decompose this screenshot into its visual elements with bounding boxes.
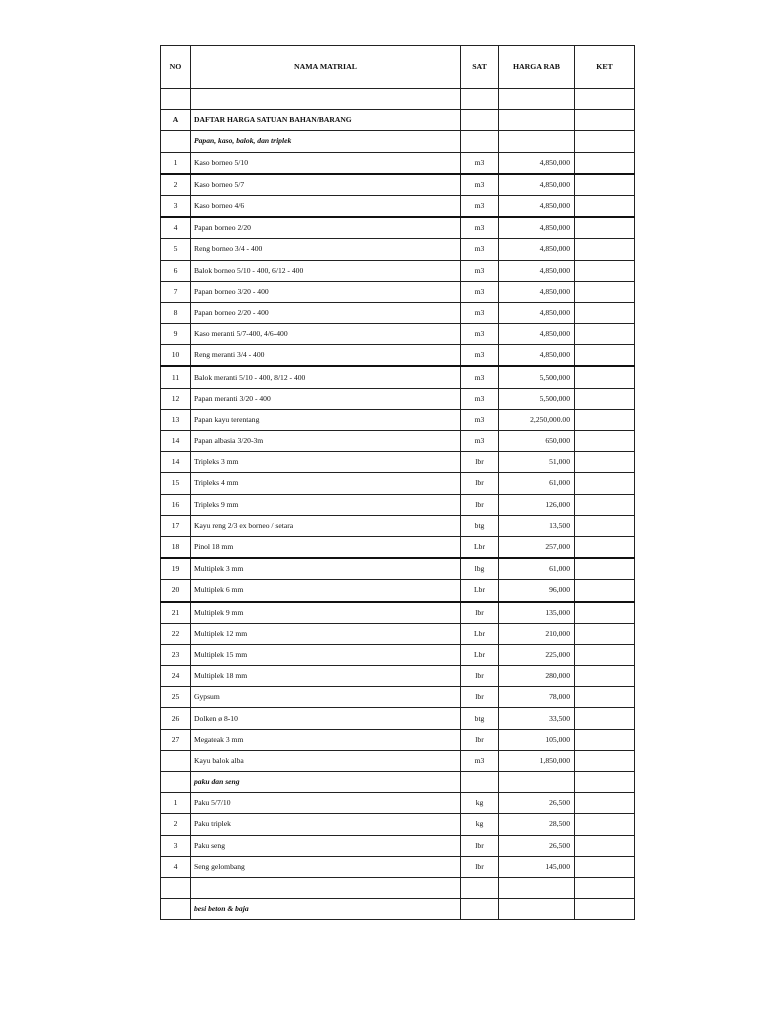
table-row	[161, 835, 635, 856]
cell-no: 14	[161, 452, 191, 473]
cell-harga	[499, 131, 575, 152]
cell-sat: lbr	[461, 835, 499, 856]
table-row	[161, 708, 635, 729]
cell-no	[161, 772, 191, 793]
cell-sat: m3	[461, 239, 499, 260]
cell-harga: 78,000	[499, 687, 575, 708]
cell-ket	[575, 536, 635, 558]
cell-harga: 1,850,000	[499, 750, 575, 771]
cell-sat: kg	[461, 793, 499, 814]
cell-no: 14	[161, 431, 191, 452]
cell-ket	[575, 899, 635, 920]
cell-name: Papan albasia 3/20-3m	[191, 431, 461, 452]
cell-ket	[575, 666, 635, 687]
cell-no	[161, 750, 191, 771]
cell-name: Tripleks 4 mm	[191, 473, 461, 494]
cell-harga	[499, 772, 575, 793]
cell-no: 8	[161, 302, 191, 323]
cell-sat: m3	[461, 366, 499, 388]
cell-sat	[461, 131, 499, 152]
table-row	[161, 345, 635, 367]
cell-no: 15	[161, 473, 191, 494]
cell-no: 10	[161, 345, 191, 367]
cell-sat	[461, 110, 499, 131]
cell-no: 2	[161, 814, 191, 835]
cell-harga: 13,500	[499, 515, 575, 536]
cell-no: 27	[161, 729, 191, 750]
cell-ket	[575, 89, 635, 110]
cell-harga: 4,850,000	[499, 281, 575, 302]
cell-name: Kayu reng 2/3 ex borneo / setara	[191, 515, 461, 536]
cell-name: Multiplek 12 mm	[191, 623, 461, 644]
table-row	[161, 623, 635, 644]
cell-ket	[575, 602, 635, 624]
table-row	[161, 473, 635, 494]
cell-harga: 257,000	[499, 536, 575, 558]
cell-no: 3	[161, 835, 191, 856]
cell-no: 6	[161, 260, 191, 281]
cell-harga: 4,850,000	[499, 302, 575, 323]
cell-ket	[575, 239, 635, 260]
cell-name: Paku seng	[191, 835, 461, 856]
cell-harga: 210,000	[499, 623, 575, 644]
table-row	[161, 302, 635, 323]
cell-sat: lbr	[461, 452, 499, 473]
cell-no: 17	[161, 515, 191, 536]
cell-ket	[575, 302, 635, 323]
cell-sat: lbr	[461, 856, 499, 877]
cell-ket	[575, 366, 635, 388]
table-row	[161, 856, 635, 877]
cell-no: 13	[161, 409, 191, 430]
cell-harga: 4,850,000	[499, 260, 575, 281]
cell-name: Paku 5/7/10	[191, 793, 461, 814]
cell-sat: lbr	[461, 602, 499, 624]
cell-name: Paku triplek	[191, 814, 461, 835]
table-row	[161, 750, 635, 771]
cell-name: Multiplek 15 mm	[191, 644, 461, 665]
cell-ket	[575, 174, 635, 196]
table-row	[161, 515, 635, 536]
cell-ket	[575, 324, 635, 345]
cell-sat: lbr	[461, 729, 499, 750]
cell-name: Kaso borneo 5/7	[191, 174, 461, 196]
cell-sat: m3	[461, 260, 499, 281]
cell-no: 26	[161, 708, 191, 729]
cell-name: Kaso borneo 4/6	[191, 195, 461, 217]
cell-ket	[575, 494, 635, 515]
header-sat: SAT	[461, 46, 499, 89]
header-ket: KET	[575, 46, 635, 89]
cell-sat: m3	[461, 302, 499, 323]
cell-harga: 4,850,000	[499, 345, 575, 367]
cell-ket	[575, 152, 635, 174]
table-row	[161, 260, 635, 281]
cell-name: paku dan seng	[191, 772, 461, 793]
cell-harga: 105,000	[499, 729, 575, 750]
cell-name: Papan, kaso, balok, dan triplek	[191, 131, 461, 152]
cell-ket	[575, 388, 635, 409]
cell-ket	[575, 110, 635, 131]
cell-sat: btg	[461, 708, 499, 729]
table-row	[161, 195, 635, 217]
table-row	[161, 431, 635, 452]
cell-sat: m3	[461, 152, 499, 174]
table-row	[161, 281, 635, 302]
cell-no	[161, 877, 191, 898]
table-row	[161, 409, 635, 430]
cell-sat: m3	[461, 174, 499, 196]
cell-name: Papan kayu terentang	[191, 409, 461, 430]
cell-harga: 5,500,000	[499, 388, 575, 409]
table-row	[161, 452, 635, 473]
cell-name: Reng borneo 3/4 - 400	[191, 239, 461, 260]
cell-name: Megateak 3 mm	[191, 729, 461, 750]
cell-sat: lbr	[461, 687, 499, 708]
cell-ket	[575, 793, 635, 814]
cell-sat: lbr	[461, 473, 499, 494]
cell-no: 18	[161, 536, 191, 558]
subsection-row	[161, 131, 635, 152]
cell-no: 1	[161, 793, 191, 814]
cell-ket	[575, 644, 635, 665]
cell-harga: 4,850,000	[499, 152, 575, 174]
cell-name: Papan borneo 2/20 - 400	[191, 302, 461, 323]
table-row	[161, 602, 635, 624]
cell-sat: m3	[461, 324, 499, 345]
cell-harga: 135,000	[499, 602, 575, 624]
cell-harga: 4,850,000	[499, 174, 575, 196]
cell-sat	[461, 899, 499, 920]
cell-sat	[461, 89, 499, 110]
cell-harga: 4,850,000	[499, 239, 575, 260]
cell-harga: 225,000	[499, 644, 575, 665]
cell-ket	[575, 452, 635, 473]
cell-name: Papan borneo 3/20 - 400	[191, 281, 461, 302]
cell-sat: m3	[461, 388, 499, 409]
table-row	[161, 324, 635, 345]
cell-harga	[499, 877, 575, 898]
cell-ket	[575, 473, 635, 494]
cell-name: Seng gelombang	[191, 856, 461, 877]
cell-no: 23	[161, 644, 191, 665]
cell-no: 19	[161, 558, 191, 580]
material-price-table	[160, 45, 635, 920]
cell-name: Pinol 18 mm	[191, 536, 461, 558]
cell-ket	[575, 131, 635, 152]
cell-ket	[575, 515, 635, 536]
cell-no	[161, 899, 191, 920]
cell-harga: 28,500	[499, 814, 575, 835]
cell-ket	[575, 623, 635, 644]
cell-name: Dolken ø 8-10	[191, 708, 461, 729]
cell-harga: 126,000	[499, 494, 575, 515]
header-harga: HARGA RAB	[499, 46, 575, 89]
table-row	[161, 687, 635, 708]
table-row	[161, 152, 635, 174]
header-name: NAMA MATRIAL	[191, 46, 461, 89]
cell-sat: m3	[461, 431, 499, 452]
cell-no: 16	[161, 494, 191, 515]
cell-name: Balok borneo 5/10 - 400, 6/12 - 400	[191, 260, 461, 281]
cell-ket	[575, 260, 635, 281]
cell-no: A	[161, 110, 191, 131]
cell-harga: 4,850,000	[499, 324, 575, 345]
cell-sat: lbr	[461, 666, 499, 687]
cell-ket	[575, 431, 635, 452]
cell-harga: 96,000	[499, 580, 575, 602]
cell-harga: 51,000	[499, 452, 575, 473]
cell-harga: 4,850,000	[499, 195, 575, 217]
cell-no: 25	[161, 687, 191, 708]
cell-name: Gypsum	[191, 687, 461, 708]
cell-sat: Lbr	[461, 536, 499, 558]
cell-no: 12	[161, 388, 191, 409]
cell-name: DAFTAR HARGA SATUAN BAHAN/BARANG	[191, 110, 461, 131]
cell-harga: 26,500	[499, 793, 575, 814]
cell-no: 11	[161, 366, 191, 388]
cell-harga: 61,000	[499, 558, 575, 580]
cell-harga	[499, 899, 575, 920]
cell-no: 24	[161, 666, 191, 687]
cell-ket	[575, 195, 635, 217]
cell-no: 4	[161, 856, 191, 877]
table-row	[161, 536, 635, 558]
cell-no: 22	[161, 623, 191, 644]
table-row	[161, 174, 635, 196]
cell-ket	[575, 217, 635, 239]
cell-sat: m3	[461, 217, 499, 239]
table-row	[161, 366, 635, 388]
cell-ket	[575, 409, 635, 430]
cell-sat	[461, 877, 499, 898]
blank-row	[161, 877, 635, 898]
cell-ket	[575, 687, 635, 708]
cell-harga: 26,500	[499, 835, 575, 856]
cell-no: 5	[161, 239, 191, 260]
cell-sat: m3	[461, 409, 499, 430]
cell-no: 20	[161, 580, 191, 602]
table-row	[161, 239, 635, 260]
cell-name: Multiplek 3 mm	[191, 558, 461, 580]
cell-harga: 5,500,000	[499, 366, 575, 388]
cell-sat: lbg	[461, 558, 499, 580]
cell-name: Tripleks 9 mm	[191, 494, 461, 515]
cell-sat: m3	[461, 750, 499, 771]
cell-no: 1	[161, 152, 191, 174]
cell-sat: kg	[461, 814, 499, 835]
cell-name: Kayu balok alba	[191, 750, 461, 771]
cell-ket	[575, 814, 635, 835]
table-row	[161, 494, 635, 515]
cell-no: 7	[161, 281, 191, 302]
cell-ket	[575, 345, 635, 367]
cell-harga: 4,850,000	[499, 217, 575, 239]
cell-name: Kaso borneo 5/10	[191, 152, 461, 174]
cell-name: Papan borneo 2/20	[191, 217, 461, 239]
cell-sat: m3	[461, 281, 499, 302]
cell-sat: Lbr	[461, 623, 499, 644]
cell-no: 21	[161, 602, 191, 624]
cell-ket	[575, 856, 635, 877]
blank-row	[161, 89, 635, 110]
cell-sat: btg	[461, 515, 499, 536]
cell-name: Reng meranti 3/4 - 400	[191, 345, 461, 367]
cell-name: Multiplek 6 mm	[191, 580, 461, 602]
cell-no	[161, 131, 191, 152]
cell-no: 2	[161, 174, 191, 196]
cell-name	[191, 89, 461, 110]
cell-sat: Lbr	[461, 644, 499, 665]
subsection-row	[161, 772, 635, 793]
cell-harga: 280,000	[499, 666, 575, 687]
cell-harga	[499, 89, 575, 110]
cell-harga: 33,500	[499, 708, 575, 729]
cell-no: 9	[161, 324, 191, 345]
cell-name: Kaso meranti 5/7-400, 4/6-400	[191, 324, 461, 345]
header-no: NO	[161, 46, 191, 89]
table-row	[161, 580, 635, 602]
table-row	[161, 644, 635, 665]
cell-name: Multiplek 9 mm	[191, 602, 461, 624]
cell-ket	[575, 281, 635, 302]
cell-ket	[575, 558, 635, 580]
table-body	[161, 46, 635, 920]
cell-ket	[575, 772, 635, 793]
table-row	[161, 388, 635, 409]
cell-no	[161, 89, 191, 110]
cell-harga: 61,000	[499, 473, 575, 494]
cell-harga: 650,000	[499, 431, 575, 452]
cell-name	[191, 877, 461, 898]
cell-name: Tripleks 3 mm	[191, 452, 461, 473]
section-row	[161, 110, 635, 131]
cell-name: Papan meranti 3/20 - 400	[191, 388, 461, 409]
table-header-row	[161, 46, 635, 89]
cell-name: Balok meranti 5/10 - 400, 8/12 - 400	[191, 366, 461, 388]
table-row	[161, 558, 635, 580]
table-row	[161, 793, 635, 814]
cell-sat	[461, 772, 499, 793]
cell-ket	[575, 835, 635, 856]
cell-ket	[575, 580, 635, 602]
cell-ket	[575, 708, 635, 729]
cell-ket	[575, 750, 635, 771]
cell-name: Multiplek 18 mm	[191, 666, 461, 687]
table-row	[161, 729, 635, 750]
cell-ket	[575, 729, 635, 750]
cell-harga	[499, 110, 575, 131]
cell-sat: lbr	[461, 494, 499, 515]
cell-harga: 2,250,000.00	[499, 409, 575, 430]
table-row	[161, 666, 635, 687]
cell-sat: m3	[461, 195, 499, 217]
cell-sat: m3	[461, 345, 499, 367]
cell-sat: Lbr	[461, 580, 499, 602]
cell-no: 3	[161, 195, 191, 217]
cell-ket	[575, 877, 635, 898]
table-row	[161, 217, 635, 239]
table-row	[161, 814, 635, 835]
cell-harga: 145,000	[499, 856, 575, 877]
cell-no: 4	[161, 217, 191, 239]
cell-name: besi beton & baja	[191, 899, 461, 920]
subsection-row	[161, 899, 635, 920]
